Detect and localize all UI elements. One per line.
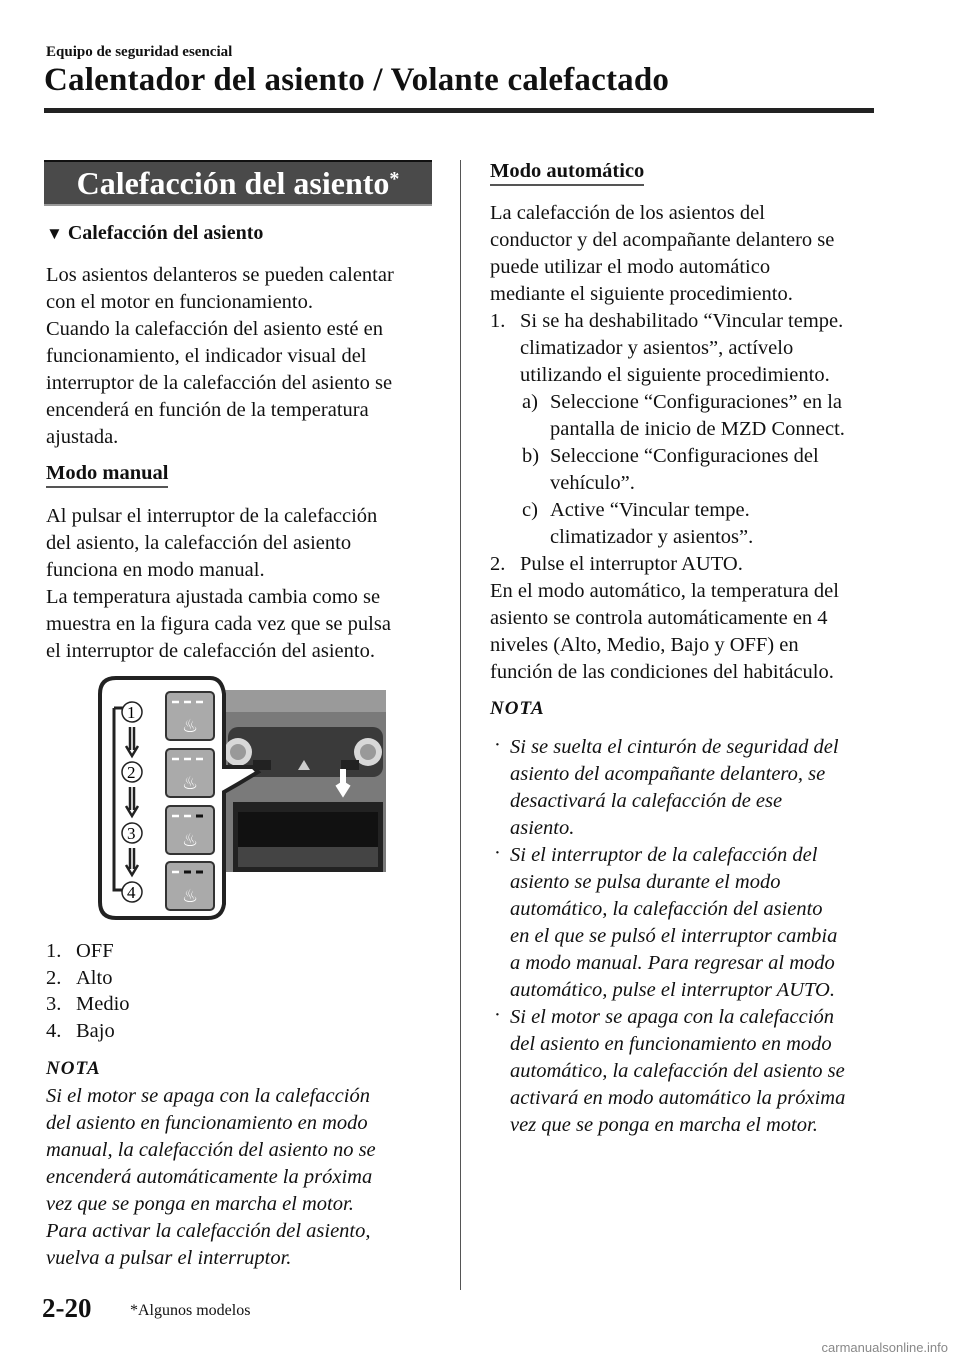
watermark: carmanualsonline.info	[821, 1340, 948, 1355]
text-line: funciona en modo manual.	[46, 559, 265, 581]
step-2: 2. Pulse el interruptor AUTO.	[490, 553, 743, 575]
chapter-title: Calentador del asiento / Volante calefactado	[44, 62, 670, 98]
subsection-title: Calefacción del asiento	[67, 222, 264, 244]
header-rule	[44, 108, 874, 113]
substep-c: c) Active “Vincular tempe.	[522, 499, 750, 521]
footnote-mark: *	[389, 167, 400, 190]
list-item: 2. Alto	[46, 966, 113, 989]
callout-1: 1	[127, 703, 136, 722]
text-line: Los asientos delanteros se pueden calentar	[46, 264, 394, 286]
auto-explanation: En el modo automático, la temperatura del asiento se controla automáticamente en 4 niveles (Alto, Medio, Bajo y OFF) en función de las condiciones del habitáculo.	[490, 580, 839, 683]
text-line: del asiento, la calefacción del asiento	[46, 532, 352, 554]
text-line: funcionamiento, el indicador visual del	[46, 345, 367, 367]
callout-2: 2	[127, 763, 136, 782]
heated-seat-icon: ♨	[182, 830, 199, 850]
auto-heading: Modo automático	[490, 160, 644, 183]
list-item: 1. OFF	[46, 940, 114, 962]
section-label: Equipo de seguridad esencial	[46, 44, 233, 60]
text-line: Cuando la calefacción del asiento esté en	[46, 318, 383, 340]
callout-4: 4	[127, 883, 136, 902]
text-line: Al pulsar el interruptor de la calefacción	[46, 505, 378, 527]
heated-seat-icon: ♨	[182, 716, 199, 736]
banner-title: Calefacción del asiento	[76, 164, 390, 201]
note-bullet: · Si se suelta el cinturón de seguridad del asiento del acompañante delantero, se desactivará la calefacción de ese asiento.	[494, 734, 839, 839]
substep-b: b) Seleccione “Configuraciones del	[522, 445, 819, 467]
text-line: el interruptor de calefacción del asiento.	[46, 640, 375, 662]
text-line: muestra en la figura cada vez que se pulsa	[46, 613, 391, 635]
text-line: interruptor de la calefacción del asiento se	[46, 372, 393, 394]
note-heading-right: NOTA	[490, 698, 545, 719]
text-line: encenderá en función de la temperatura	[46, 399, 369, 421]
seat-heater-figure	[88, 672, 388, 932]
column-divider	[460, 160, 461, 1290]
note-bullet: · Si el motor se apaga con la calefacción del asiento en funcionamiento en modo automático, la calefacción del asiento se activará en modo automático la próxima vez que se ponga en marcha el motor.	[494, 1004, 846, 1136]
list-item: 4. Bajo	[46, 1019, 115, 1042]
heated-seat-icon: ♨	[182, 773, 199, 793]
intro-paragraph	[46, 262, 446, 451]
text-line: La temperatura ajustada cambia como se	[46, 586, 381, 608]
levels-list	[46, 938, 130, 1044]
section-banner	[44, 160, 432, 206]
callout-3: 3	[127, 824, 136, 843]
substep-a: a) Seleccione “Configuraciones” en la	[522, 391, 842, 413]
heated-seat-icon: ♨	[182, 886, 199, 906]
list-item: 3. Medio	[46, 993, 130, 1015]
manual-heading: Modo manual	[46, 462, 168, 485]
step-1: 1. Si se ha deshabilitado “Vincular tempe. climatizador y asientos”, actívelo utilizando el siguiente procedimiento.	[490, 310, 844, 386]
substeps: a) Seleccione “Configuraciones” en la pantalla de inicio de MZD Connect. b) Seleccione “Configuraciones del vehículo”. c) Active “Vincular tempe. climatizador y asientos”.	[522, 389, 902, 551]
page-number: 2-20	[42, 1293, 92, 1323]
footnote: *Algunos modelos	[130, 1302, 251, 1319]
note-bullets	[490, 734, 900, 1139]
text-line: ajustada.	[46, 426, 119, 448]
text-line: con el motor en funcionamiento.	[46, 291, 313, 313]
triangle-down-icon: ▼	[46, 224, 63, 243]
note-heading: NOTA	[46, 1058, 101, 1079]
auto-intro: La calefacción de los asientos del conductor y del acompañante delantero se puede utilizar el modo automático mediante el siguiente procedimiento.	[490, 202, 835, 305]
note-bullet: · Si el interruptor de la calefacción del asiento se pulsa durante el modo automático, la calefacción del asiento en el que se pulsó el interruptor cambia a modo manual. Para regresar al modo automático, pulse el interruptor AUTO.	[494, 842, 838, 1001]
subsection-heading	[46, 222, 263, 245]
note-text: Si el motor se apaga con la calefacción del asiento en funcionamiento en modo manual, la calefacción del asiento no se encenderá automáticamente la próxima vez que se ponga en marcha el motor. Para activar la calefacción del asiento, vuelva a pulsar el interruptor.	[46, 1085, 376, 1269]
manual-paragraph	[46, 503, 446, 665]
